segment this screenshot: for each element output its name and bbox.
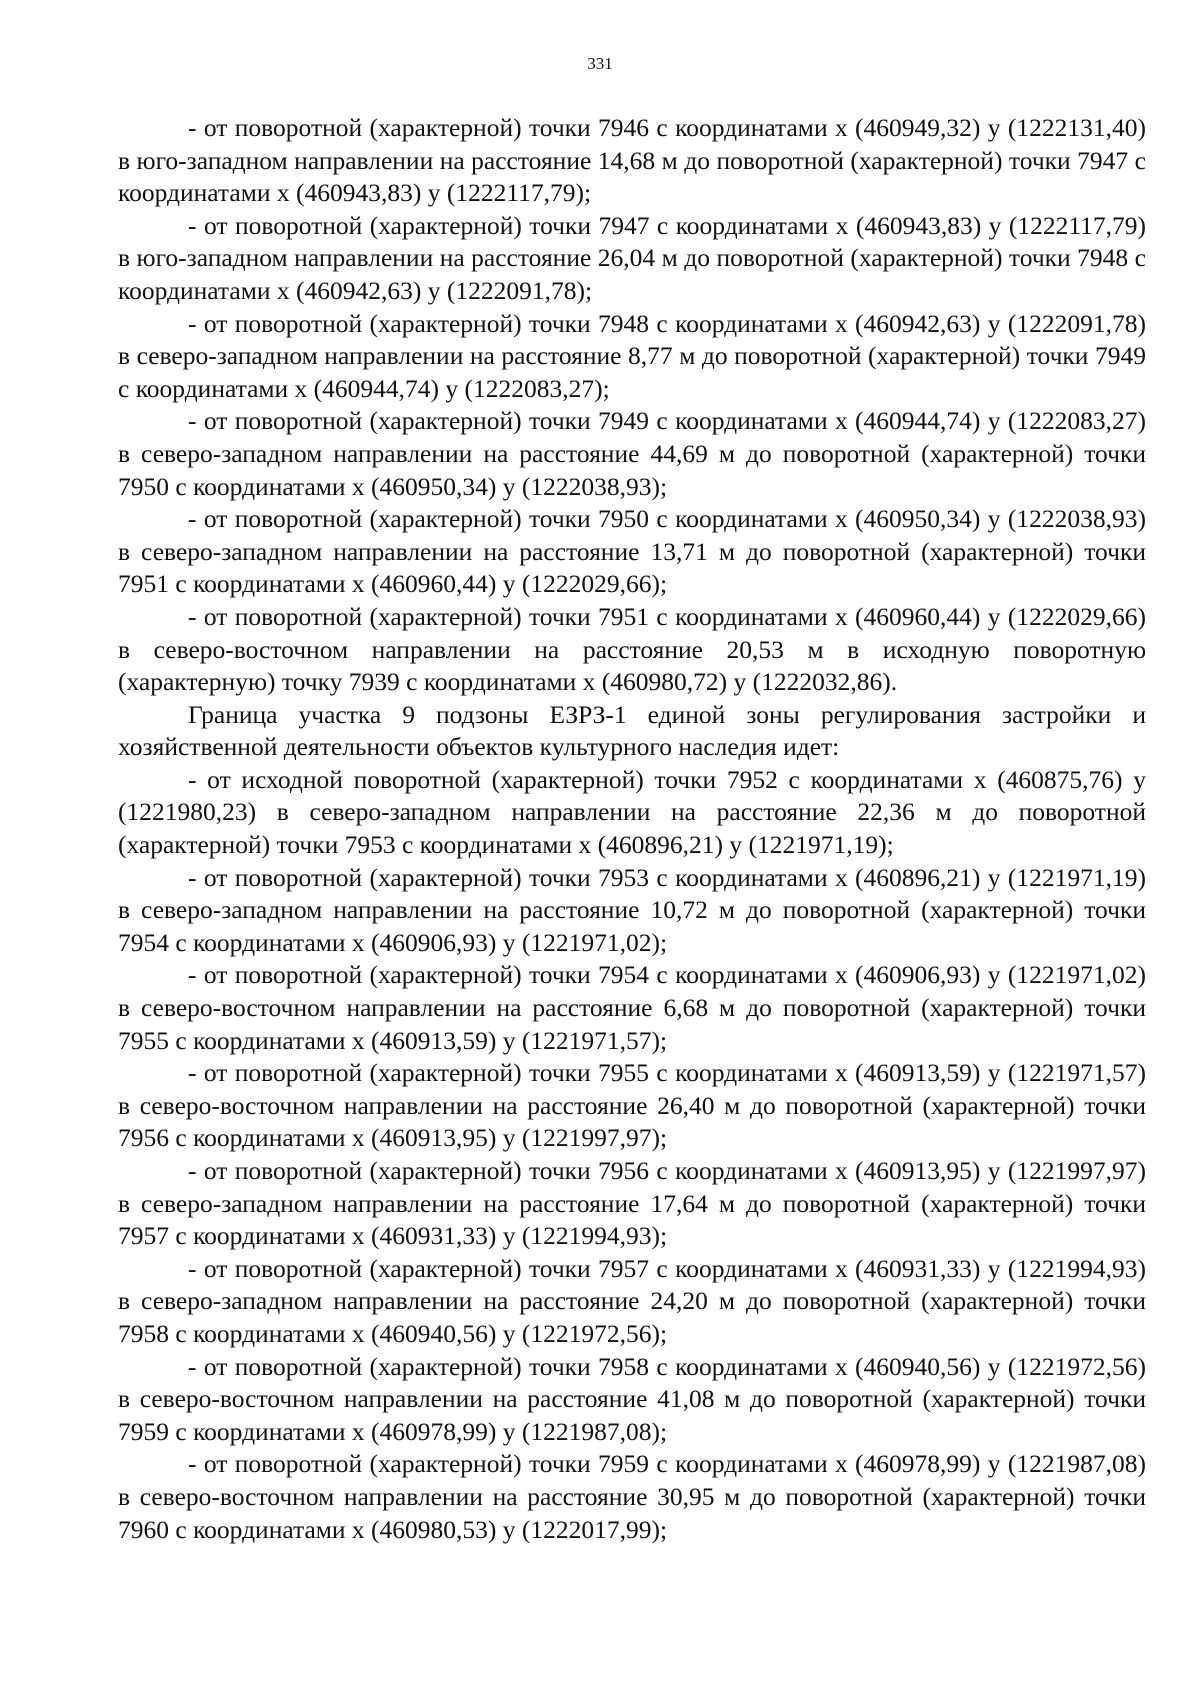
boundary-paragraph: - от поворотной (характерной) точки 7959 с координатами x (460978,99) y (1221987,08) в северо-восточном направлении на расстояние 30,95 м до поворотной (характерной) точки 7960 с координатами x (460980,53) y (1222017,99); — [118, 1449, 1146, 1544]
page-number: 331 — [587, 54, 613, 73]
boundary-paragraph: - от поворотной (характерной) точки 7947 с координатами x (460943,83) y (1222117,79) в юго-западном направлении на расстояние 26,04 м до поворотной (характерной) точки 7948 с координатами x (460942,63) y (1222091,78); — [118, 210, 1146, 305]
boundary-paragraph: - от поворотной (характерной) точки 7946 с координатами x (460949,32) y (1222131,40) в юго-западном направлении на расстояние 14,68 м до поворотной (характерной) точки 7947 с координатами x (460943,83) y (1222117,79); — [118, 113, 1146, 208]
boundary-paragraph: - от поворотной (характерной) точки 7950 с координатами x (460950,34) y (1222038,93) в северо-западном направлении на расстояние 13,71 м до поворотной (характерной) точки 7951 с координатами x (460960,44) y (1222029,66); — [118, 504, 1146, 599]
boundary-paragraph: - от исходной поворотной (характерной) точки 7952 с координатами x (460875,76) y (1221980,23) в северо-западном направлении на расстояние 22,36 м до поворотной (характерной) точки 7953 с координатами x (460896,21) y (1221971,19); — [118, 764, 1146, 860]
boundary-paragraph: - от поворотной (характерной) точки 7954 с координатами x (460906,93) y (1221971,02) в северо-восточном направлении на расстояние 6,68 м до поворотной (характерной) точки 7955 с координатами x (460913,59) y (1221971,57); — [118, 960, 1146, 1055]
boundary-paragraph: - от поворотной (характерной) точки 7955 с координатами x (460913,59) y (1221971,57) в северо-восточном направлении на расстояние 26,40 м до поворотной (характерной) точки 7956 с координатами x (460913,95) y (1221997,97); — [118, 1058, 1146, 1153]
boundary-paragraph: - от поворотной (характерной) точки 7949 с координатами x (460944,74) y (1222083,27) в северо-западном направлении на расстояние 44,69 м до поворотной (характерной) точки 7950 с координатами x (460950,34) y (1222038,93); — [118, 406, 1146, 501]
boundary-paragraph: - от поворотной (характерной) точки 7953 с координатами x (460896,21) y (1221971,19) в северо-западном направлении на расстояние 10,72 м до поворотной (характерной) точки 7954 с координатами x (460906,93) y (1221971,02); — [118, 862, 1146, 957]
section-heading-paragraph: Граница участка 9 подзоны ЕЗРЗ-1 единой зоны регулирования застройки и хозяйственной деятельности объектов культурного наследия идет: — [118, 699, 1146, 762]
boundary-paragraph: - от поворотной (характерной) точки 7957 с координатами x (460931,33) y (1221994,93) в северо-западном направлении на расстояние 24,20 м до поворотной (характерной) точки 7958 с координатами x (460940,56) y (1221972,56); — [118, 1253, 1146, 1348]
boundary-paragraph: - от поворотной (характерной) точки 7958 с координатами x (460940,56) y (1221972,56) в северо-восточном направлении на расстояние 41,08 м до поворотной (характерной) точки 7959 с координатами x (460978,99) y (1221987,08); — [118, 1351, 1146, 1446]
boundary-paragraph: - от поворотной (характерной) точки 7948 с координатами x (460942,63) y (1222091,78) в северо-западном направлении на расстояние 8,77 м до поворотной (характерной) точки 7949 с координатами x (460944,74) y (1222083,27); — [118, 308, 1146, 403]
boundary-paragraph: - от поворотной (характерной) точки 7951 с координатами x (460960,44) y (1222029,66) в северо-восточном направлении на расстояние 20,53 м в исходную поворотную (характерную) точку 7939 с координатами x (460980,72) y (1222032,86). — [118, 601, 1146, 697]
document-body — [118, 112, 1146, 1546]
boundary-paragraph: - от поворотной (характерной) точки 7956 с координатами x (460913,95) y (1221997,97) в северо-западном направлении на расстояние 17,64 м до поворотной (характерной) точки 7957 с координатами x (460931,33) y (1221994,93); — [118, 1156, 1146, 1251]
